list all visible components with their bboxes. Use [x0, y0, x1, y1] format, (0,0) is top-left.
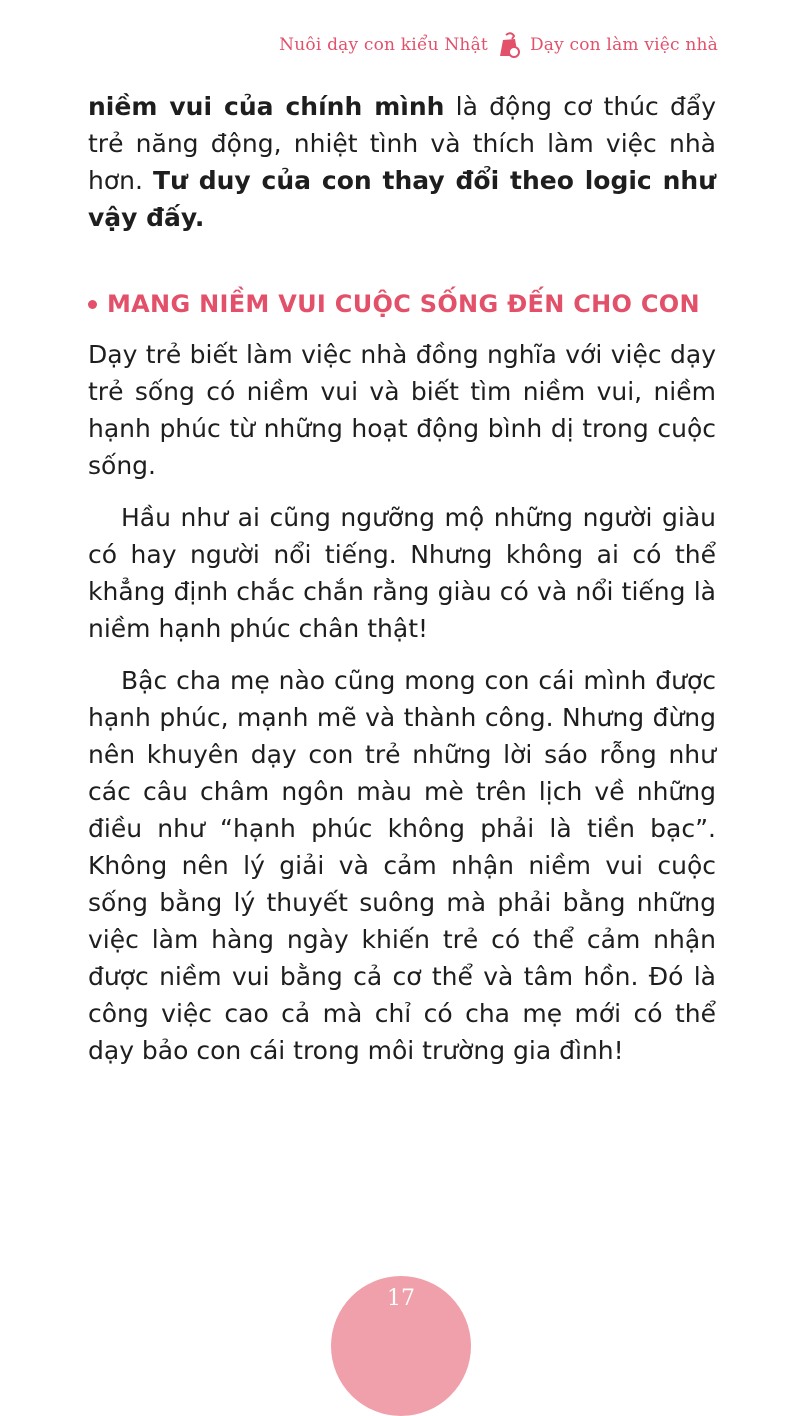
page-number: 17	[387, 1286, 415, 1311]
book-title: Nuôi dạy con kiểu Nhật	[279, 35, 488, 55]
intro-bold-end: Tư duy của con thay đổi theo logic như vậy đấy.	[88, 166, 716, 232]
section-heading-text: MANG NIỀM VUI CUỘC SỐNG ĐẾN CHO CON	[107, 290, 700, 318]
section-heading	[88, 290, 716, 318]
page-content	[88, 88, 716, 1069]
paragraph-2: Hầu như ai cũng ngưỡng mộ những người giàu có hay người nổi tiếng. Nhưng không ai có thể khẳng định chắc chắn rằng giàu có và nổi tiếng là niềm hạnh phúc chân thật!	[88, 503, 716, 643]
page-number-badge	[331, 1276, 471, 1416]
intro-text: là động cơ thúc đẩy trẻ năng động, nhiệt tình và thích làm việc nhà hơn.	[88, 92, 716, 195]
chapter-title: Dạy con làm việc nhà	[529, 35, 718, 55]
intro-paragraph	[88, 88, 716, 236]
intro-bold-start: niềm vui của chính mình	[88, 92, 445, 121]
running-header	[279, 30, 718, 60]
paragraph-3: Bậc cha mẹ nào cũng mong con cái mình được hạnh phúc, mạnh mẽ và thành công. Nhưng đừng nên khuyên dạy con trẻ những lời sáo rỗng như các câu châm ngôn màu mè trên lịch về những điều như “hạnh phúc không phải là tiền bạc”. Không nên lý giải và cảm nhận niềm vui cuộc sống bằng lý thuyết suông mà phải bằng những việc làm hàng ngày khiến trẻ có thể cảm nhận được niềm vui bằng cả cơ thể và tâm hồn. Đó là công việc cao cả mà chỉ có cha mẹ mới có thể dạy bảo con cái trong môi trường gia đình!	[88, 666, 716, 1065]
bullet-icon	[88, 300, 97, 309]
paragraph-1: Dạy trẻ biết làm việc nhà đồng nghĩa với việc dạy trẻ sống có niềm vui và biết tìm niềm vui, niềm hạnh phúc từ những hoạt động bình dị trong cuộc sống.	[88, 340, 716, 480]
apron-icon	[494, 30, 524, 60]
